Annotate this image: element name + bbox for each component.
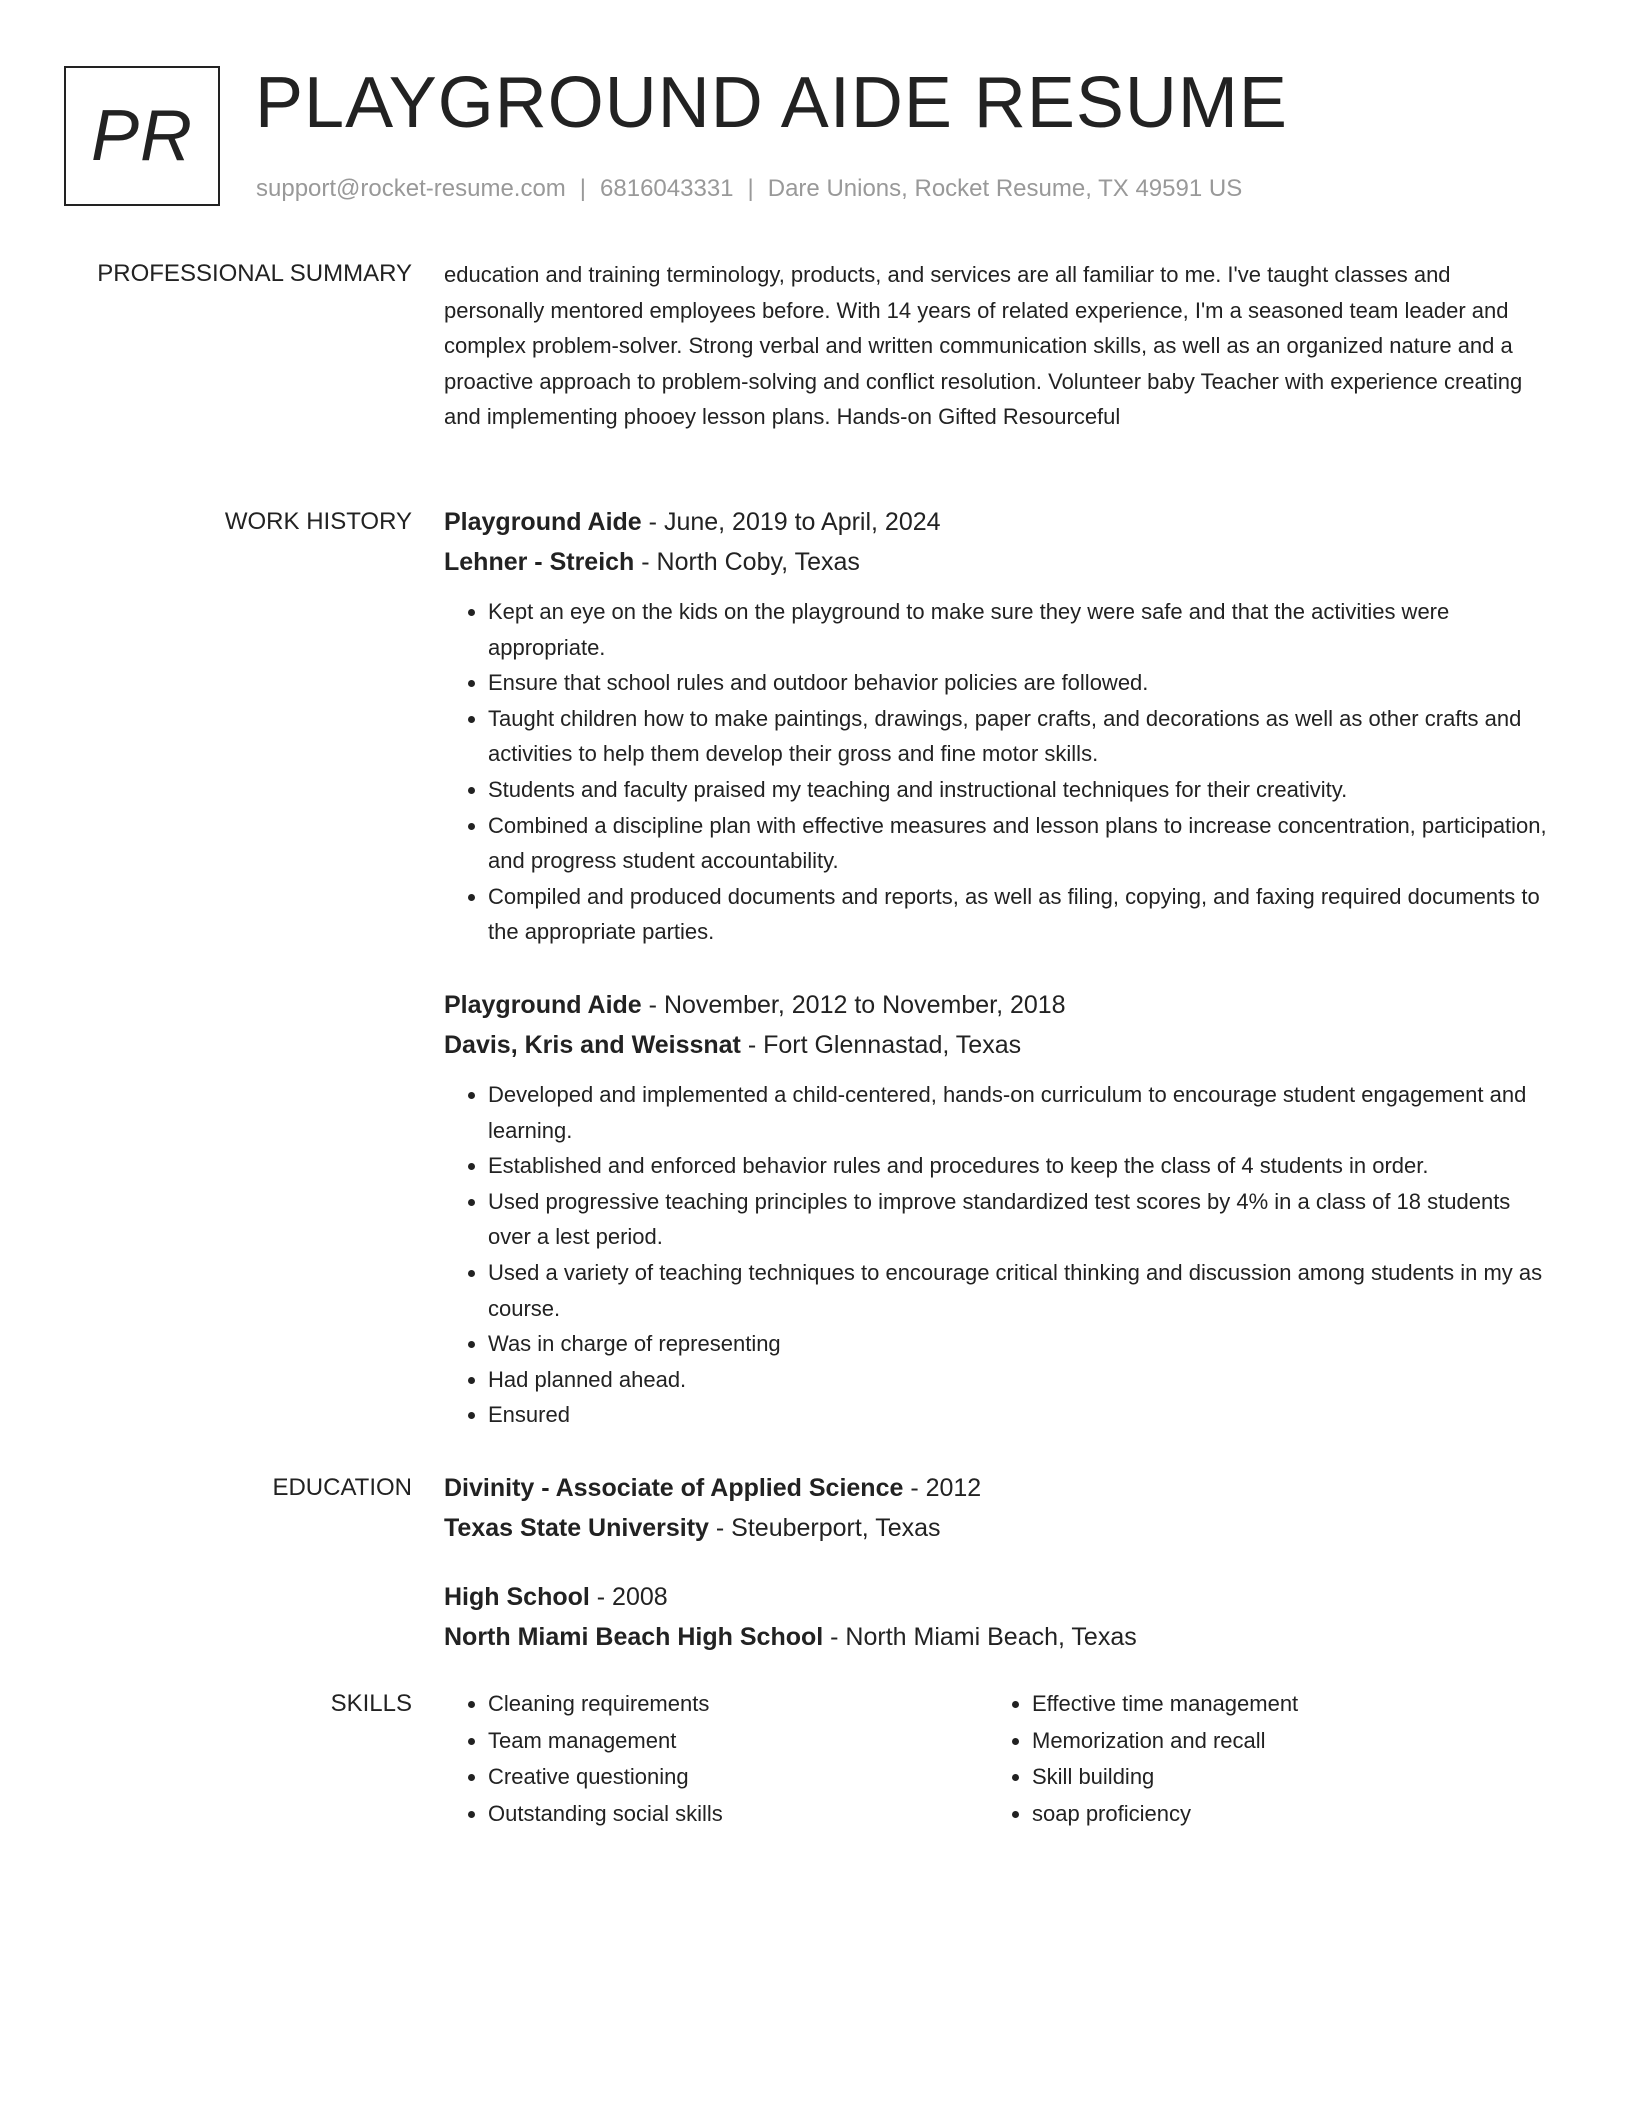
- job-bullet: • Taught children how to make paintings, drawings, paper crafts, and decorations as well as other crafts and activities to help them develop their gross and fine motor skills.: [488, 701, 1556, 772]
- section-label-work-history: WORK HISTORY: [224, 508, 412, 535]
- contact-email: support@rocket-resume.com: [256, 175, 566, 202]
- skill-item: • soap proficiency: [1032, 1796, 1532, 1833]
- dash: -: [823, 1623, 846, 1651]
- summary-text: education and training terminology, products, and services are all familiar to me. I've taught classes and personally mentored employees before. With 14 years of related experience, I'm a seasoned team leader and complex problem-solver. Strong verbal and written communication skills, as well as an organized nature and a proactive approach to problem-solving and conflict resolution. Volunteer baby Teacher with experience creating and implementing phooey lesson plans. Hands-on Gifted Resourceful: [444, 262, 1523, 430]
- section-label-skills: SKILLS: [330, 1690, 412, 1717]
- education-school: Texas State University: [444, 1514, 709, 1542]
- education-degree-line: [444, 1468, 1556, 1508]
- job-bullet: • Had planned ahead.: [488, 1362, 1556, 1398]
- dash: -: [641, 991, 664, 1019]
- contact-separator: |: [747, 175, 754, 202]
- job-bullet: • Ensured: [488, 1397, 1556, 1433]
- education-school-line: [444, 1508, 1556, 1548]
- dash: -: [589, 1583, 613, 1611]
- job-entry: [444, 502, 1556, 950]
- job-bullet: • Established and enforced behavior rules and procedures to keep the class of 4 students in order.: [488, 1148, 1556, 1184]
- summary-section: [444, 257, 1556, 435]
- skill-item: • Memorization and recall: [1032, 1723, 1532, 1760]
- job-bullets: [444, 1077, 1556, 1433]
- job-dates: June, 2019 to April, 2024: [663, 508, 941, 536]
- job-bullets: [444, 594, 1556, 950]
- education-degree: Divinity - Associate of Applied Science: [444, 1474, 904, 1502]
- skill-item: • Creative questioning: [488, 1759, 988, 1796]
- job-bullet: • Combined a discipline plan with effective measures and lesson plans to increase concentration, participation, and progress student accountability.: [488, 808, 1556, 879]
- skills-list-left: [444, 1686, 988, 1832]
- contact-phone: 6816043331: [600, 175, 734, 202]
- skill-item: • Cleaning requirements: [488, 1686, 988, 1723]
- skill-item: • Team management: [488, 1723, 988, 1760]
- job-bullet: • Used a variety of teaching techniques to encourage critical thinking and discussion among students in my as course.: [488, 1255, 1556, 1326]
- job-title: Playground Aide: [444, 991, 642, 1019]
- job-bullet: • Ensure that school rules and outdoor behavior policies are followed.: [488, 665, 1556, 701]
- monogram-text: PR: [90, 96, 194, 176]
- job-location: Fort Glennastad, Texas: [763, 1031, 1022, 1059]
- job-company-line: [444, 1025, 1556, 1065]
- contact-separator: |: [579, 175, 587, 202]
- skills-list-right: [988, 1686, 1532, 1832]
- job-location: North Coby, Texas: [656, 548, 860, 576]
- job-dates: November, 2012 to November, 2018: [663, 991, 1066, 1019]
- education-school-line: [444, 1617, 1556, 1657]
- education-entry: [444, 1577, 1556, 1657]
- contact-address: Dare Unions, Rocket Resume, TX 49591 US: [767, 175, 1243, 202]
- section-label-summary: PROFESSIONAL SUMMARY: [97, 260, 412, 287]
- education-degree-line: [444, 1577, 1556, 1617]
- skill-item: • Outstanding social skills: [488, 1796, 988, 1833]
- job-company-line: [444, 542, 1556, 582]
- job-company: Lehner - Streich: [444, 548, 635, 576]
- contact-line: [256, 174, 1242, 204]
- education-entry: [444, 1468, 1556, 1548]
- job-entry: [444, 985, 1556, 1433]
- dash: -: [740, 1031, 764, 1059]
- resume-title: PLAYGROUND AIDE RESUME: [255, 63, 1288, 143]
- skill-item: • Effective time management: [1032, 1686, 1532, 1723]
- dash: -: [634, 548, 657, 576]
- job-bullet: • Students and faculty praised my teaching and instructional techniques for their creativity.: [488, 772, 1556, 808]
- job-title-line: [444, 502, 1556, 542]
- job-bullet: • Developed and implemented a child-centered, hands-on curriculum to encourage student engagement and learning.: [488, 1077, 1556, 1148]
- skills-columns: [444, 1686, 1556, 1832]
- skill-item: • Skill building: [1032, 1759, 1532, 1796]
- job-title: Playground Aide: [444, 508, 642, 536]
- job-bullet: • Kept an eye on the kids on the playground to make sure they were safe and that the activities were appropriate.: [488, 594, 1556, 665]
- education-location: Steuberport, Texas: [731, 1514, 941, 1542]
- education-location: North Miami Beach, Texas: [845, 1623, 1137, 1651]
- education-degree: High School: [444, 1583, 590, 1611]
- education-school: North Miami Beach High School: [444, 1623, 824, 1651]
- job-title-line: [444, 985, 1556, 1025]
- dash: -: [641, 508, 664, 536]
- education-year: 2008: [612, 1583, 668, 1611]
- job-bullet: • Used progressive teaching principles to improve standardized test scores by 4% in a class of 18 students over a lest period.: [488, 1184, 1556, 1255]
- monogram-logo: [64, 66, 220, 206]
- job-bullet: • Was in charge of representing: [488, 1326, 1556, 1362]
- section-label-education: EDUCATION: [272, 1474, 412, 1501]
- skills-section: [444, 1686, 1556, 1832]
- dash: -: [708, 1514, 732, 1542]
- education-year: 2012: [925, 1474, 982, 1502]
- dash: -: [903, 1474, 926, 1502]
- job-bullet: • Compiled and produced documents and reports, as well as filing, copying, and faxing required documents to the appropriate parties.: [488, 879, 1556, 950]
- job-company: Davis, Kris and Weissnat: [444, 1031, 741, 1059]
